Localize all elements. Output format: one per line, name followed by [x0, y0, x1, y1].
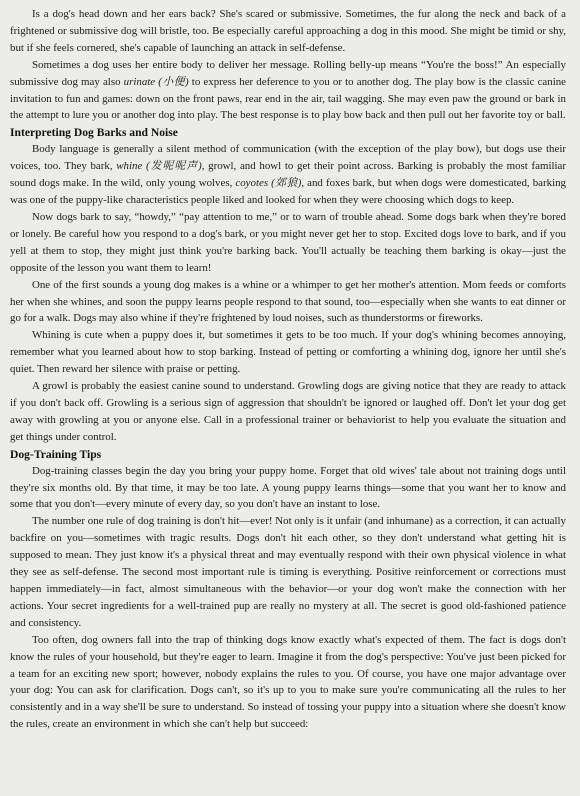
- section-heading-barks: Interpreting Dog Barks and Noise: [10, 126, 178, 140]
- paragraph-text: Sometimes a dog uses her entire body to deliver her message. Rolling belly-up means “You're the boss!” An especially submissive dog may also: [10, 58, 566, 88]
- paragraph-growl: A growl is probably the easiest canine sound to understand. Growling dogs are giving notice that they are ready to attack if you don't back off. Growling is a serious sign of aggression that shouldn't be ignored or laughed off. Don't let your dog get away with growling at you or anyone else. Call in a professional trainer or behaviorist to help you evaluate the situation and get things under control.: [10, 380, 566, 443]
- paragraph-stop-whining: Whining is cute when a puppy does it, but sometimes it gets to be too much. If your dog's whining becomes annoying, remember what you learned about how to stop barking. Instead of petting or comforting a whining dog, ignore her until she's quiet. Then reward her silence with praise or petting.: [10, 329, 566, 376]
- section-heading-training: Dog-Training Tips: [10, 447, 102, 461]
- paragraph-text: Body language is generally a silent method of communication (with the exception of the play bow), but dogs use their voices, too. They bark,: [10, 143, 566, 173]
- paragraph-dog-posture: Is a dog's head down and her ears back? She's scared or submissive. Sometimes, the fur along the neck and back of a frightened or submissive dog will bristle, too. Be especially careful approaching a dog in this mood. She might be timid or shy, but if she feels cornered, she's capable of launching an attack in self-defense.: [10, 8, 566, 54]
- paragraph-dog-perspective: Too often, dog owners fall into the trap of thinking dogs know exactly what's expected of them. The fact is dogs don't know the rules of your household, but they're eager to learn. Imagine it from the dog's perspective: You've just been picked for a team for an exciting new sport; however, nobody explains the rules to you. Of course, you have one major advantage over your dog: You can ask for clarification. Dogs can't, so it's up to you to make sure you're communicating all the rules to her consistently and in a way she'll be sure to understand. So instead of tossing your puppy into a situation where she doesn't know the rules, create an environment in which she can't help but succeed:: [10, 633, 566, 731]
- paragraph-whine: One of the first sounds a young dog makes is a whine or a whimper to get her mother's attention. Mom feeds or comforts her when she whines, and soon the puppy learns people respond to that sound, too—especially when she wants to eat dinner or go for a walk. Dogs may also whine if they're frightened by loud noises, such as thunderstorms or fireworks.: [10, 278, 566, 325]
- paragraph-why-dogs-bark: Now dogs bark to say, “howdy,” “pay attention to me,” or to warn of trouble ahead. Some dogs bark when they're bored or lonely. Be careful how you respond to a dog's bark, or you might never get her to stop. Excited dogs love to bark, and if you yell at them to stop, they might just think you're barking back. You'll actually be teaching them barking is okay—just the opposite of the lesson you want them to learn!: [10, 210, 566, 274]
- vocabulary-coyotes: coyotes (郊狼): [235, 177, 302, 190]
- vocabulary-whine: whine (发呢呢声): [116, 160, 202, 173]
- paragraph-dog-voices: [10, 141, 566, 209]
- paragraph-text: to express her deference to you or to another dog. The play bow is the classic canine invitation to fun and games: down on the front paws, rear end in the air, tail wagging. She may even paw the ground or bark in the attempt to lure you or another dog into play. The best response is to play bow back and then pull out her favorite toy or ball.: [10, 75, 566, 122]
- paragraph-body-message: [10, 57, 566, 125]
- paragraph-text: , and foxes bark, but when dogs were domesticated, barking was one of the puppy-like characteristics people liked and looked for when they were choosing which dogs to keep.: [10, 177, 566, 207]
- paragraph-training-rules: The number one rule of dog training is don't hit—ever! Not only is it unfair (and inhumane) as a correction, it can actually backfire on you—sometimes with tragic results. Dogs don't hit each other, so they don't understand what getting hit is supposed to mean. They just know it's a physical threat and may eventually respond with their own physical violence in what they see as self-defense. The second most important rule is timing is everything. Positive reinforcement or corrections must happen immediately—in fact, almost simultaneous with the behavior—or your dog won't make the connection with her actions. Your secret ingredients for a well-trained pup are really no mystery at all. The secret is good old-fashioned patience and consistency.: [10, 515, 566, 629]
- paragraph-text: , growl, and howl to get their point across. Barking is probably the most familiar sound dogs make. In the wild, only young wolves,: [10, 160, 566, 190]
- article-page: [10, 6, 566, 733]
- vocabulary-urinate: urinate (小便): [123, 75, 189, 88]
- paragraph-training-classes: Dog-training classes begin the day you bring your puppy home. Forget that old wives' tale about not training dogs until they're six months old. By that time, it may be too late. A young puppy learns things—some that you want her to know and some that you don't—every minute of every day, so you don't have an instant to lose.: [10, 464, 566, 511]
